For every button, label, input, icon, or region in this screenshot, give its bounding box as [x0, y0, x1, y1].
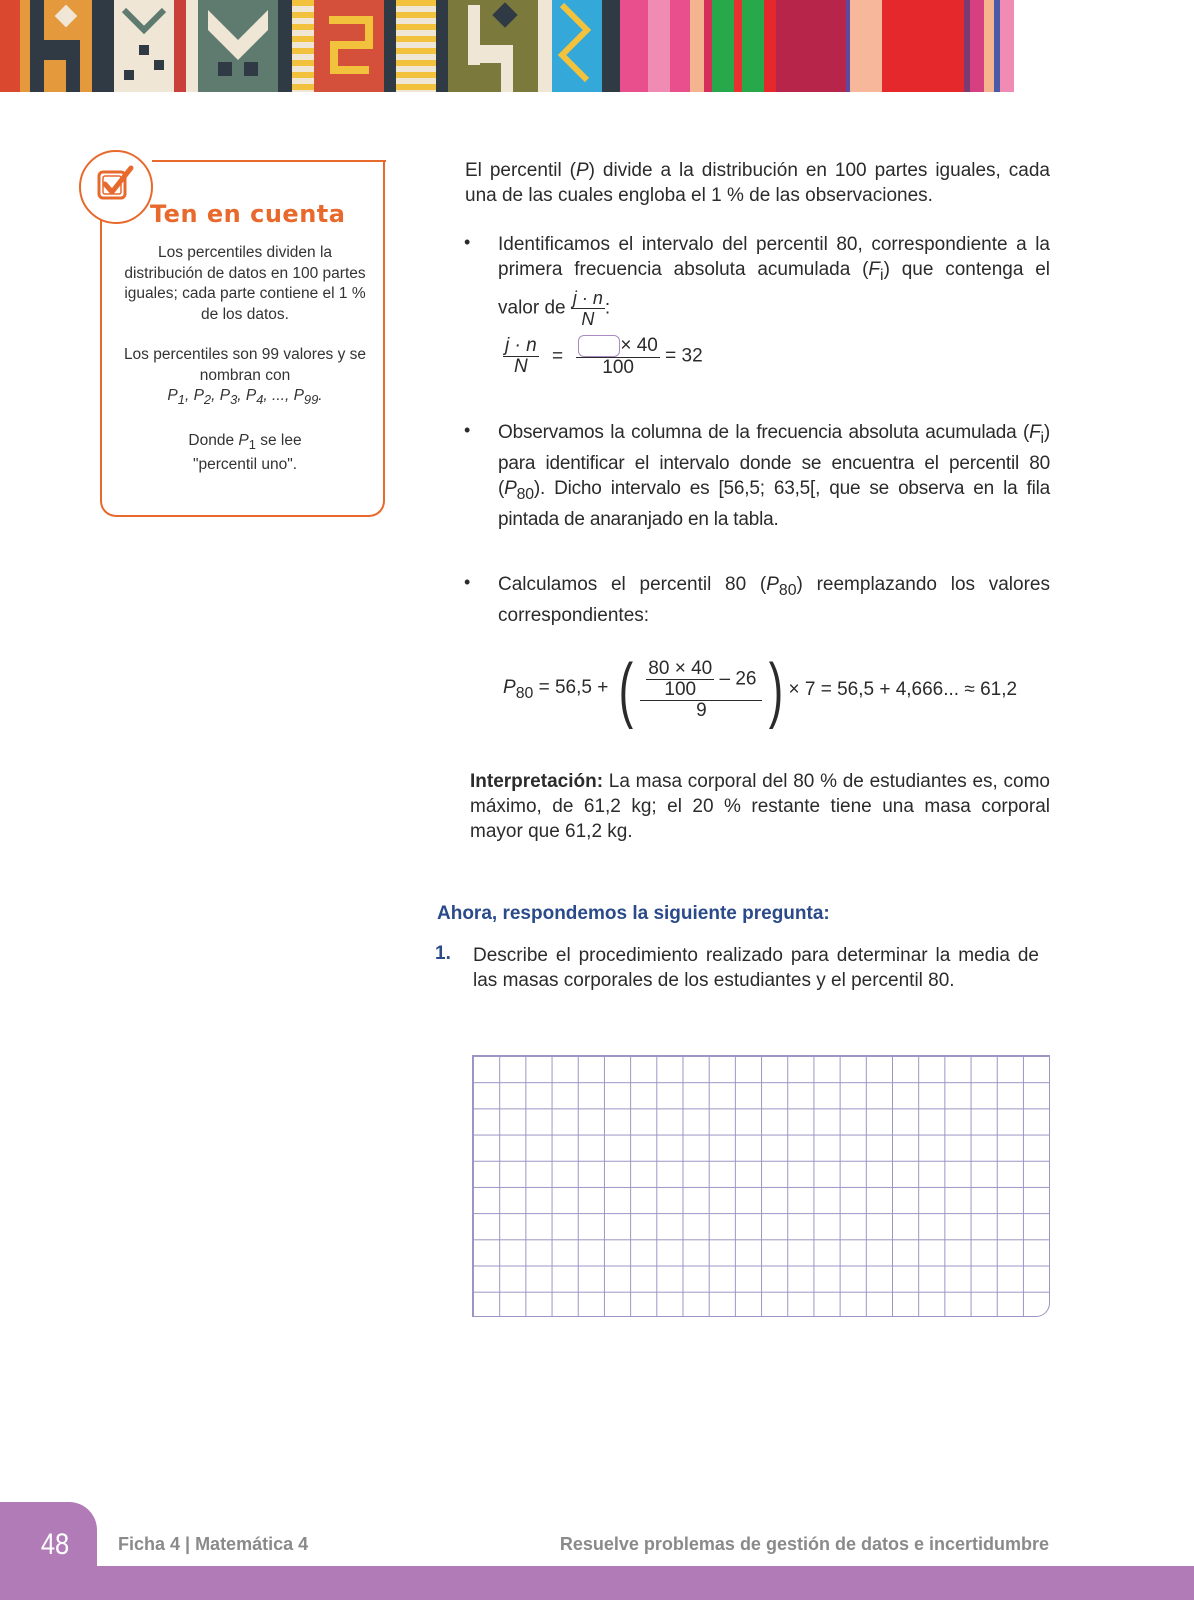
- formula-percentile-80: [503, 650, 1017, 730]
- banner-stripe: [648, 0, 670, 92]
- interpretation-paragraph: [470, 769, 1050, 844]
- tip-title: Ten en cuenta: [150, 200, 346, 228]
- answer-grid[interactable]: [472, 1055, 1050, 1317]
- banner-stripe: [690, 0, 704, 92]
- fraction-denominator: N: [513, 356, 528, 377]
- formula-result: × 7 = 56,5 + 4,666... ≈ 61,2: [788, 679, 1018, 700]
- text-fragment: ) reemplazando los valores correspondientes:: [498, 574, 1050, 626]
- fraction-denominator: N: [581, 308, 595, 329]
- text-fragment: ) divide a la distribución en 100 partes iguales, cada una de las cuales engloba el 1 % de las observaciones.: [465, 160, 1050, 206]
- banner-stripe: [712, 0, 734, 92]
- banner-stripe: [602, 0, 620, 92]
- llama-icon: [448, 0, 538, 92]
- zigzag-icon: [552, 0, 602, 92]
- subscript: i: [880, 266, 884, 284]
- variable-p: P: [575, 160, 589, 181]
- fraction-numerator: [576, 335, 660, 358]
- text-fragment: El percentil (: [465, 160, 576, 181]
- text-fragment: ) para identificar el intervalo donde se encuentra el percentil 80 (: [498, 422, 1050, 499]
- fraction: [646, 659, 714, 700]
- equals-sign: =: [551, 345, 564, 367]
- bullet-icon: •: [464, 232, 471, 252]
- variable-p: P: [504, 477, 517, 499]
- formula-result: = 32: [665, 345, 703, 367]
- banner-pattern-panel: [198, 0, 278, 92]
- banner-stripe: [620, 0, 648, 92]
- banner-stripe: [764, 0, 776, 92]
- fraction: [640, 659, 762, 721]
- tip-paragraph: [118, 431, 372, 476]
- banner-stripe: [538, 0, 552, 92]
- bullet-paragraph: [498, 420, 1050, 532]
- tip-text-fragment: Donde: [188, 431, 235, 449]
- tip-paragraph: Los percentiles dividen la distribución de datos en 100 partes iguales; cada parte contiene el 1 % de los datos.: [124, 244, 366, 323]
- banner-stripe: [984, 0, 994, 92]
- footer-bar: [0, 1566, 1194, 1600]
- fraction-numerator: j · n: [505, 335, 537, 356]
- page-number: 48: [40, 1528, 70, 1561]
- text-fragment: ). Dicho intervalo es [56,5; 63,5[, que se observa en la fila pintada de anaranjado en la tabla.: [498, 477, 1050, 530]
- bullet-icon: •: [464, 420, 471, 440]
- meander-icon: [314, 0, 384, 92]
- banner-llama-panel: [20, 0, 92, 92]
- banner-stripe: [92, 0, 114, 92]
- interpretation-label: Interpretación:: [470, 771, 604, 792]
- banner-pattern-panel: [552, 0, 602, 92]
- formula-text: – 26: [719, 668, 757, 690]
- fraction-numerator: 80 × 40: [648, 658, 713, 679]
- fraction: [571, 288, 605, 329]
- question-number: 1.: [435, 943, 451, 964]
- text-fragment: Identificamos el intervalo del percentil 80, correspondiente a la primera frecuencia absoluta acumulada (: [498, 234, 1050, 280]
- bullet-paragraph: Identificamos el intervalo del percentil 80, correspondiente a la primera frecuencia absoluta acumulada $(F_i)$ que contenga el valor de $\frac{j \cdot n}{N}$ :: [498, 234, 1050, 329]
- banner-stripe: [882, 0, 964, 92]
- variable-f: F: [868, 259, 881, 280]
- banner-pattern-panel: [314, 0, 384, 92]
- fraction-numerator: [640, 659, 762, 701]
- decorative-banner: [0, 0, 1194, 92]
- left-paren: (: [619, 650, 634, 730]
- banner-llama-panel: [448, 0, 538, 92]
- banner-stripe: [1000, 0, 1014, 92]
- banner-stripe: [704, 0, 712, 92]
- variable-f: F: [1029, 422, 1041, 443]
- banner-stripe: [970, 0, 984, 92]
- fraction-denominator: 100: [664, 679, 697, 700]
- variable-p: P: [766, 574, 779, 595]
- subscript: 80: [778, 581, 797, 599]
- answer-box[interactable]: [578, 335, 620, 357]
- stepped-diamond-icon: [198, 0, 278, 92]
- tip-text-fragment: se lee: [260, 431, 302, 449]
- banner-stripe: [742, 0, 764, 92]
- percentile-list: $P_1$, $P_2$, $P_3$, $P_4$, ..., $P_{99}$.: [167, 387, 323, 408]
- tip-paragraph: [118, 345, 372, 411]
- banner-stripe: [174, 0, 186, 92]
- tip-badge: [79, 150, 153, 224]
- text-fragment: Calculamos el percentil 80 (: [498, 574, 767, 595]
- banner-stripe: [776, 0, 846, 92]
- banner-pattern-panel: [114, 0, 174, 92]
- banner-stripe: [670, 0, 690, 92]
- fraction-numerator: j · n: [572, 287, 603, 308]
- bullet-paragraph: [498, 572, 1050, 628]
- footer-competency: Resuelve problemas de gestión de datos e incertidumbre: [559, 1534, 1049, 1554]
- fraction-denominator: 9: [696, 700, 707, 721]
- text-fragment: ) que contenga el valor de: [498, 259, 1050, 319]
- fraction-denominator: 100: [602, 357, 634, 378]
- subscript: 80: [515, 684, 534, 702]
- banner-stripe: [734, 0, 742, 92]
- question-text: Describe el procedimiento realizado para determinar la media de las masas corporales de los estudiantes y el percentil 80.: [473, 945, 1039, 991]
- geometric-pattern-icon: [114, 0, 174, 92]
- right-paren: ): [769, 650, 784, 730]
- formula-percentile-position: [503, 335, 703, 378]
- formula-lhs: [503, 677, 608, 703]
- text-fragment: Observamos la columna de la frecuencia absoluta acumulada (: [498, 422, 1030, 443]
- tip-text-fragment: "percentil uno".: [192, 456, 298, 474]
- banner-stripe: [0, 0, 20, 92]
- tip-text-line: Los percentiles son 99 valores y se nombran con: [123, 346, 367, 384]
- llama-icon: [20, 0, 92, 92]
- numerator-text: × 40: [620, 335, 658, 357]
- question-heading: Ahora, respondemos la siguiente pregunta:: [437, 903, 830, 924]
- interpretation-text: La masa corporal del 80 % de estudiantes es, como máximo, de 61,2 kg; el 20 % restante tiene una masa corporal mayor que 61,2 kg.: [470, 771, 1050, 842]
- subscript: 1: [248, 436, 256, 452]
- subscript: i: [1040, 429, 1044, 447]
- tip-text: [118, 243, 372, 496]
- banner-stripe: [384, 0, 396, 92]
- checkbox-checked-icon: [81, 152, 151, 222]
- variable-p: P: [503, 677, 516, 699]
- fraction: [576, 335, 660, 378]
- banner-stripe: [850, 0, 882, 92]
- footer-ficha: Ficha 4 | Matemática 4: [118, 1534, 309, 1554]
- banner-stripe: [436, 0, 448, 92]
- banner-stripe: [292, 0, 314, 92]
- banner-stripe: [186, 0, 198, 92]
- formula-text: = 56,5 +: [538, 677, 609, 699]
- intro-paragraph: [465, 158, 1050, 208]
- banner-stripe: [396, 0, 436, 92]
- subscript: 80: [516, 485, 534, 503]
- banner-stripe: [278, 0, 292, 92]
- bullet-icon: •: [464, 572, 471, 592]
- fraction: [503, 336, 539, 377]
- variable-p: P: [238, 431, 249, 449]
- tip-box-border: [152, 160, 386, 162]
